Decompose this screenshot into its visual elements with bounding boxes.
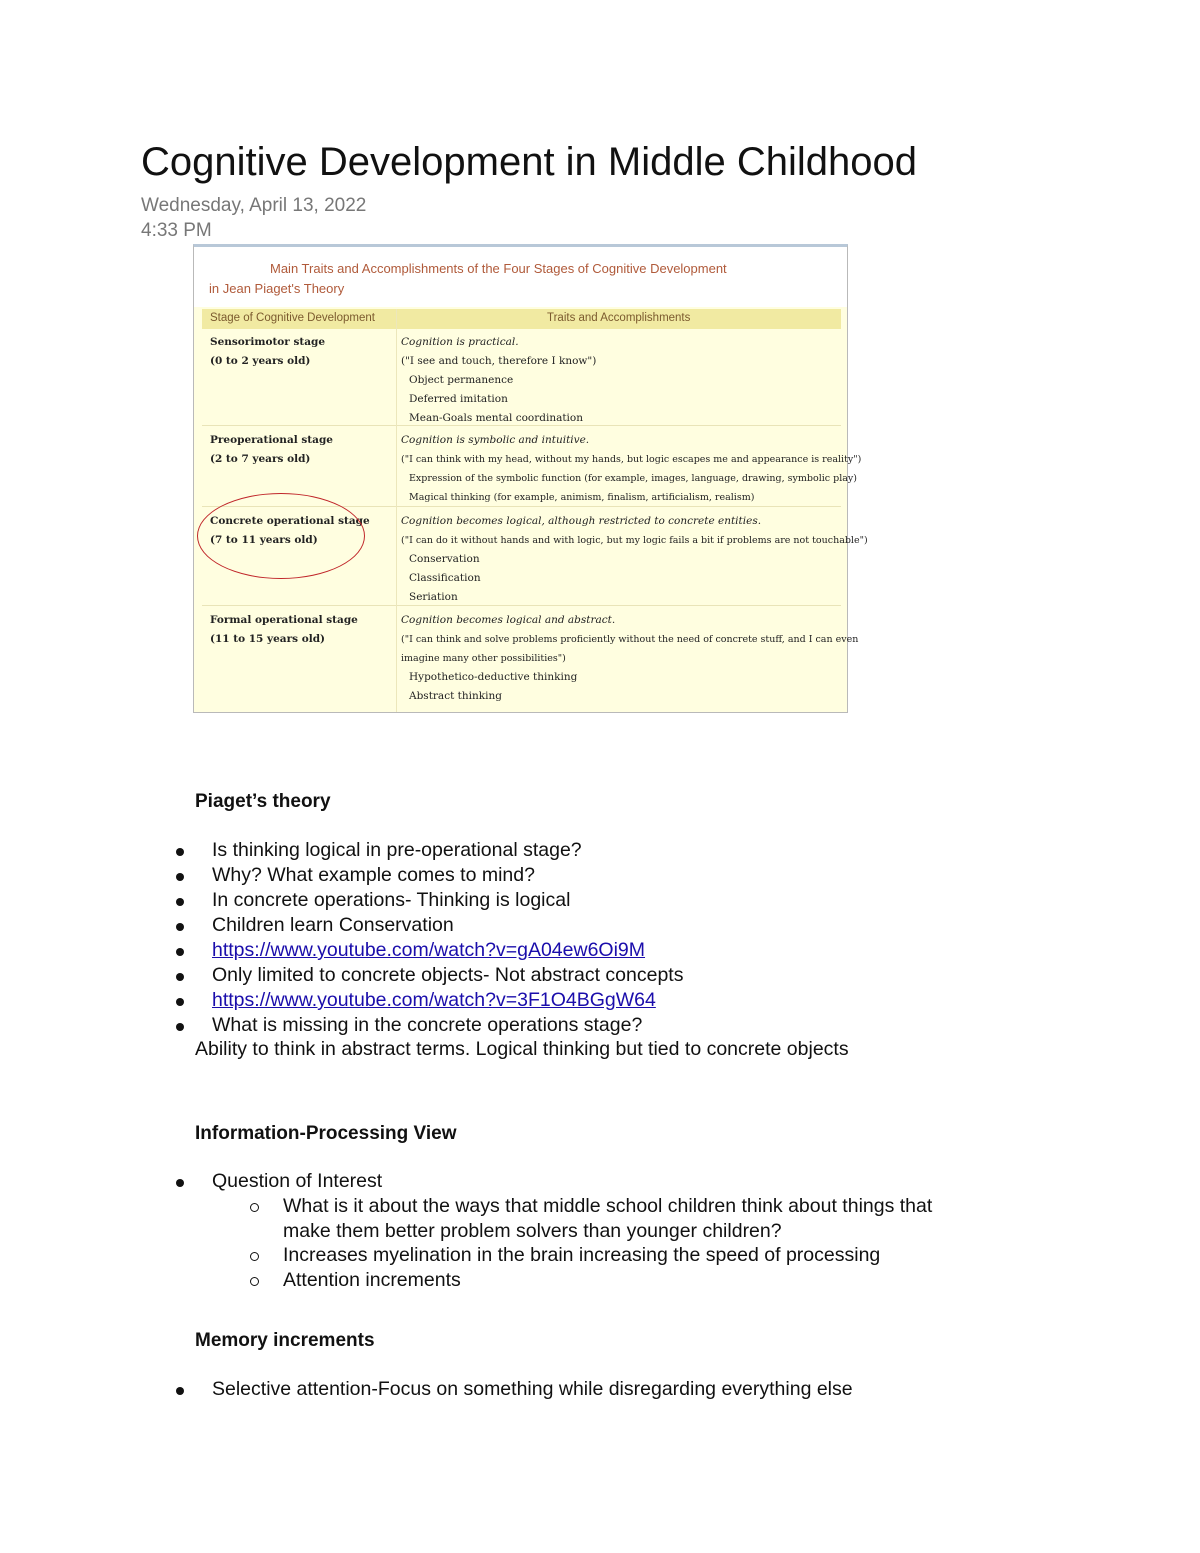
stage-name: Preoperational stage xyxy=(210,434,333,446)
stage-ages: (11 to 15 years old) xyxy=(210,633,325,645)
stage-quote-continued: imagine many other possibilities") xyxy=(401,653,566,664)
stage-lead: Cognition becomes logical and abstract. xyxy=(401,614,616,626)
stage-item: Conservation xyxy=(409,553,480,565)
stage-lead: Cognition is symbolic and intuitive. xyxy=(401,434,590,446)
column-separator xyxy=(396,309,397,712)
stage-quote: ("I can do it without hands and with logic, but my logic fails a bit if problems are not touchable") xyxy=(401,535,868,546)
table-title: Main Traits and Accomplishments of the Four Stages of Cognitive Development xyxy=(270,261,727,276)
row-divider xyxy=(202,605,841,606)
stage-item: Magical thinking (for example, animism, finalism, artificialism, realism) xyxy=(409,492,755,503)
red-circle-annotation xyxy=(197,493,365,579)
bullet-icon xyxy=(176,923,184,931)
stage-lead: Cognition is practical. xyxy=(401,336,519,348)
stage-item: Abstract thinking xyxy=(409,690,502,702)
stage-lead: Cognition becomes logical, although restricted to concrete entities. xyxy=(401,515,762,527)
bullet-icon xyxy=(176,973,184,981)
stage-item: Classification xyxy=(409,572,481,584)
table-title-area xyxy=(194,247,847,307)
youtube-link-conservation[interactable]: https://www.youtube.com/watch?v=gA04ew6Oi9M xyxy=(212,939,646,961)
piaget-theory-heading: Piaget’s theory xyxy=(195,791,331,812)
stage-item: Hypothetico-deductive thinking xyxy=(409,671,578,683)
page-time: 4:33 PM xyxy=(141,220,212,241)
column-header-stage: Stage of Cognitive Development xyxy=(210,312,375,324)
stage-quote: ("I can think and solve problems proficiently without the need of concrete stuff, and I can even xyxy=(401,634,859,645)
table-subtitle: in Jean Piaget's Theory xyxy=(209,281,345,296)
piaget-stages-table-image xyxy=(193,244,868,713)
stage-ages: (2 to 7 years old) xyxy=(210,453,311,465)
stage-item: Mean-Goals mental coordination xyxy=(409,412,584,424)
stage-name: Sensorimotor stage xyxy=(210,336,326,348)
youtube-link-concrete[interactable]: https://www.youtube.com/watch?v=3F1O4BGgW64 xyxy=(212,989,656,1011)
stage-ages: (0 to 2 years old) xyxy=(210,355,311,367)
stage-name: Concrete operational stage xyxy=(210,515,370,527)
bullet-icon xyxy=(176,998,184,1006)
answer-text: Ability to think in abstract terms. Logical thinking but tied to concrete objects xyxy=(195,1038,849,1060)
stage-item: Expression of the symbolic function (for example, images, language, drawing, symbolic play) xyxy=(409,473,857,484)
info-processing-heading: Information-Processing View xyxy=(195,1123,457,1144)
bullet-icon xyxy=(176,1387,184,1395)
bullet-icon xyxy=(176,848,184,856)
stage-quote: ("I can think with my head, without my hands, but logic escapes me and appearance is reality") xyxy=(401,454,862,465)
stage-item: Deferred imitation xyxy=(409,393,508,405)
row-divider xyxy=(202,425,841,426)
hollow-bullet-icon xyxy=(250,1277,259,1286)
bullet-icon xyxy=(176,1023,184,1031)
bullet-icon xyxy=(176,873,184,881)
stage-ages: (7 to 11 years old) xyxy=(210,534,318,546)
stage-name: Formal operational stage xyxy=(210,614,358,626)
page-title: Cognitive Development in Middle Childhood xyxy=(141,140,917,184)
column-header-traits: Traits and Accomplishments xyxy=(547,312,691,324)
page-date: Wednesday, April 13, 2022 xyxy=(141,195,367,216)
hollow-bullet-icon xyxy=(250,1252,259,1261)
bullet-icon xyxy=(176,948,184,956)
stage-item: Object permanence xyxy=(409,374,514,386)
stage-item: Seriation xyxy=(409,591,458,603)
memory-increments-heading: Memory increments xyxy=(195,1330,375,1351)
bullet-icon xyxy=(176,898,184,906)
stage-quote: ("I see and touch, therefore I know") xyxy=(401,355,597,367)
hollow-bullet-icon xyxy=(250,1203,259,1212)
bullet-icon xyxy=(176,1179,184,1187)
table-header-row xyxy=(202,309,841,329)
